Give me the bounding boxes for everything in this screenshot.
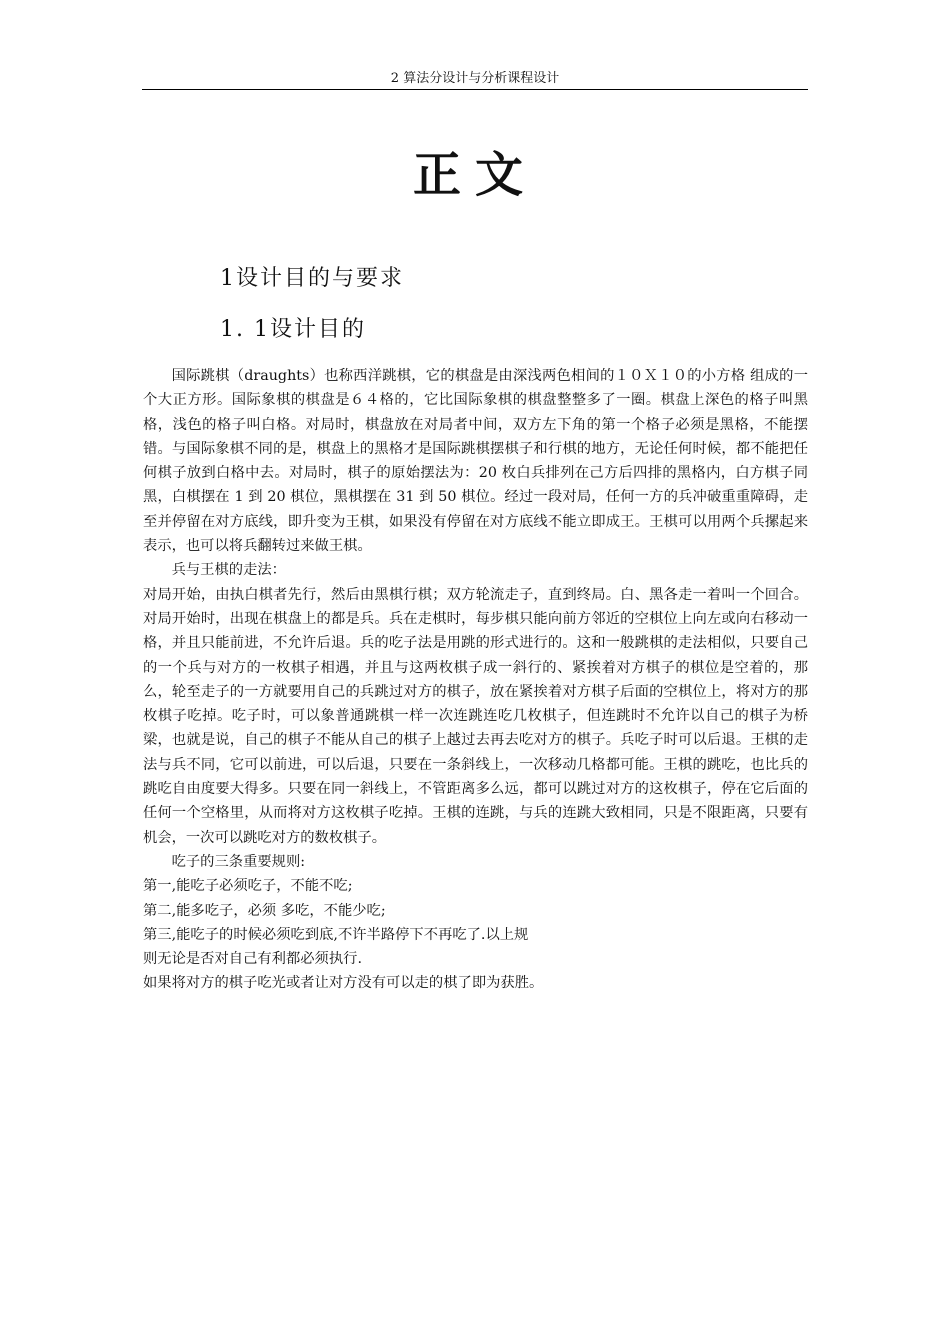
page-title: 正文 [412, 147, 537, 203]
header-divider [142, 89, 808, 90]
rule-2: 第二,能多吃子，必须 多吃，不能少吃; [143, 902, 386, 919]
section-heading: 1设计目的与要求 [220, 266, 404, 291]
paragraph-moves: 对局开始，由执白棋者先行，然后由黑棋行棋；双方轮流走子，直到终局。白、黑各走一着叫一个回合。对局开始时，出现在棋盘上的都是兵。兵在走棋时，每步棋只能向前方邻近的空棋位上向左或向右移动一格，并且只能前进，不允许后退。兵的吃子法是用跳的形式进行的。这和一般跳棋的走法相似，只要自己的一个兵与对方的一枚棋子相遇，并且与这两枚棋子成一斜行的、紧挨着对方棋子的棋位是空着的，那么，轮至走子的一方就要用自己的兵跳过对方的棋子，放在紧挨着对方棋子后面的空棋位上，将对方的那枚棋子吃掉。吃子时，可以象普通跳棋一样一次连跳连吃几枚棋子，但连跳时不允许以自己的棋子为桥梁，也就是说，自己的棋子不能从自己的棋子上越过去再去吃对方的棋子。兵吃子时可以后退。王棋的走法与兵不同，它可以前进，可以后退，只要在一条斜线上，一次移动几格都可能。王棋的跳吃，也比兵的跳吃自由度要大得多。只要在同一斜线上，不管距离多么远，都可以跳过对方的这枚棋子，停在它后面的任何一个空格里，从而将对方这枚棋子吃掉。王棋的连跳，与兵的连跳大致相同，只是不限距离，只要有机会，一次可以跳吃对方的数枚棋子。 [143, 586, 808, 846]
rule-1: 第一,能吃子必须吃子，不能不吃; [143, 878, 353, 895]
paragraph-moves-heading: 兵与王棋的走法： [171, 562, 286, 579]
rule-3-continued: 则无论是否对自己有利都必须执行. [143, 951, 362, 968]
body-text [143, 364, 808, 996]
subsection-heading: 1. 1设计目的 [220, 317, 366, 342]
rule-3: 第三,能吃子的时候必须吃到底,不许半路停下不再吃了.以上规 [143, 926, 529, 943]
paragraph-intro: 国际跳棋（draughts）也称西洋跳棋，它的棋盘是由深浅两色相间的１０Ｘ１０的小方格 组成的一个大正方形。国际象棋的棋盘是６４格的，它比国际象棋的棋盘整整多了一圈。棋盘上深色的格子叫黑格，浅色的格子叫白格。对局时，棋盘放在对局者中间，双方左下角的第一个格子必须是黑格，不能摆错。与国际象棋不同的是，棋盘上的黑格才是国际跳棋摆棋子和行棋的地方，无论任何时候，都不能把任何棋子放到白格中去。对局时，棋子的原始摆法为：20 枚白兵排列在己方后四排的黑格内，白方棋子同黑，白棋摆在 1 到 20 棋位，黑棋摆在 31 到 50 棋位。经过一段对局，任何一方的兵冲破重重障碍，走至并停留在对方底线，即升变为王棋，如果没有停留在对方底线不能立即成王。王棋可以用两个兵摞起来表示，也可以将兵翻转过来做王棋。 [143, 368, 808, 555]
running-header: 2 算法分设计与分析课程设计 [390, 71, 560, 86]
paragraph-victory: 如果将对方的棋子吃光或者让对方没有可以走的棋了即为获胜。 [143, 975, 544, 992]
paragraph-rules-heading: 吃子的三条重要规则: [171, 853, 306, 870]
